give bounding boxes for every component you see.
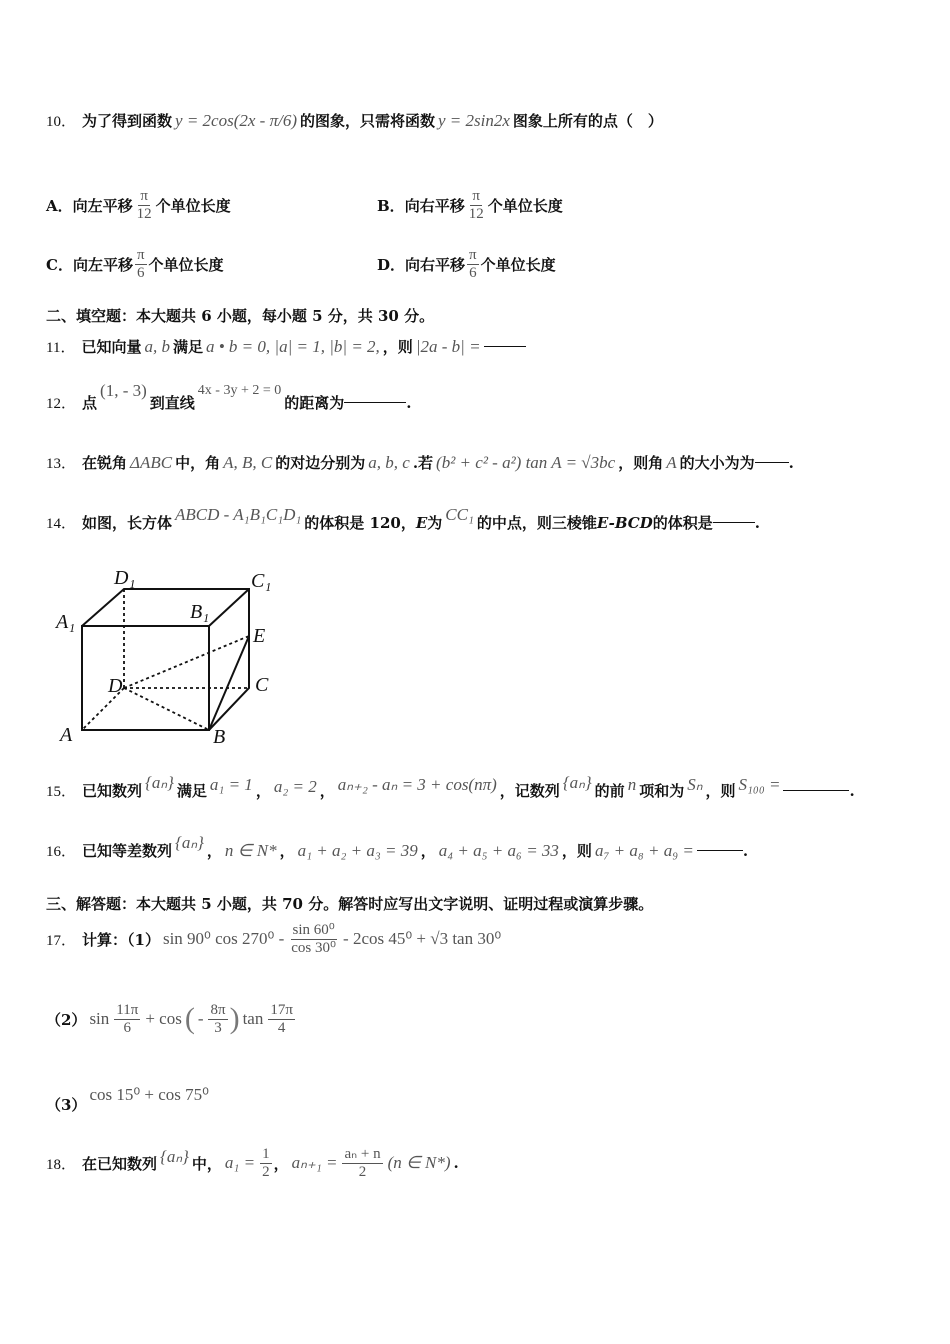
math-sequence: {aₙ} (562, 772, 592, 792)
math-condition: a₂ = 2 (273, 776, 317, 796)
math-condition: a • b = 0, |a| = 1, |b| = 2, (205, 336, 380, 356)
question-number: 11． (46, 340, 76, 356)
question-number: 17． (46, 932, 77, 949)
label-b: B (213, 726, 226, 748)
question-text: 为 (427, 514, 443, 532)
question-14 (46, 504, 760, 533)
numerator: 1 (262, 1146, 270, 1162)
question-13 (46, 452, 794, 473)
math-condition: a₁ = 1 (209, 774, 253, 794)
question-text: 为了得到函数 (82, 112, 173, 130)
math-expr: - 2cos 45⁰ + √3 tan 30⁰ (343, 929, 502, 948)
math-sequence: {aₙ} (160, 1147, 189, 1166)
option-c[interactable] (46, 247, 224, 281)
cuboid-figure (50, 560, 290, 750)
part-label: （3） (46, 1096, 87, 1114)
math-point: (1, - 3) (100, 380, 147, 400)
question-text: 的对边分别为 (275, 454, 366, 472)
question-text: 在锐角 (82, 454, 128, 472)
question-text: 中， (191, 1154, 222, 1173)
question-text: 的大小为为 (679, 454, 755, 472)
question-text: 图象上所有的点（ ） (512, 112, 663, 130)
hidden-segment-db (124, 688, 209, 730)
point-label: E (415, 513, 428, 532)
question-text: ，则角 (618, 454, 664, 472)
denominator: 2 (358, 1163, 367, 1180)
label-d: D (108, 675, 123, 697)
answer-blank[interactable] (344, 402, 406, 403)
answer-blank[interactable] (697, 850, 743, 851)
question-text: 的中点，则三棱锥 (476, 514, 597, 532)
question-text: ，记数列 (499, 782, 560, 800)
question-text: .若 (412, 454, 434, 472)
question-text: 已知向量 (81, 338, 142, 356)
math-expr: sin 90⁰ cos 270⁰ - (162, 929, 285, 948)
question-text: 计算：（1） (82, 930, 160, 949)
option-text: 向左平移 (72, 196, 133, 215)
question-text: ，则 (561, 842, 592, 860)
denominator: 12 (136, 205, 152, 222)
math-expr: (n ∈ N*) (387, 1153, 451, 1172)
option-text: 个单位长度 (148, 255, 224, 274)
question-number: 13． (46, 456, 77, 472)
answer-blank[interactable] (713, 522, 755, 523)
question-text: 在已知数列 (82, 1154, 158, 1173)
question-17-part-3 (46, 1084, 212, 1114)
question-text: 满足 (172, 338, 203, 356)
answer-blank[interactable] (484, 346, 526, 347)
fraction (114, 1002, 140, 1036)
math-expr: aₙ₊₁ = (291, 1153, 338, 1172)
option-label: B． (377, 196, 405, 215)
math-condition: aₙ₊₂ - aₙ = 3 + cos(nπ) (337, 774, 497, 794)
question-text: 的图象，只需将函数 (299, 112, 435, 130)
label-c1: C₁ (251, 570, 272, 592)
question-text: 的体积是 (652, 514, 713, 532)
question-text: 的前 (594, 782, 625, 800)
question-text: ，则 (382, 338, 413, 356)
denominator: 2 (262, 1163, 270, 1180)
punctuation: . (754, 513, 760, 532)
fraction (135, 247, 147, 281)
question-17 (46, 922, 504, 956)
option-label: D． (377, 255, 406, 274)
denominator: 6 (469, 264, 477, 281)
denominator: 6 (137, 264, 145, 281)
option-d[interactable] (377, 247, 556, 281)
question-number: 16． (46, 844, 77, 860)
math-vars: a, b (144, 336, 170, 356)
punctuation: . (742, 841, 749, 860)
question-17-part-2: （2） sin $\frac{11\pi}{6}$ + cos ( - $\frac{8\pi}{3}$ ) tan $\frac{17\pi}{4}$ (46, 1002, 293, 1036)
answer-blank[interactable] (755, 462, 789, 463)
edge-b1c1 (209, 589, 249, 626)
fraction (467, 247, 479, 281)
fraction (135, 188, 154, 222)
numerator: π (136, 247, 145, 263)
math-condition: a₄ + a₅ + a₆ = 33 (438, 840, 559, 860)
question-number: 15． (46, 784, 77, 800)
math-minus: - (197, 1009, 204, 1028)
numerator: π (472, 188, 480, 204)
option-text: 向右平移 (405, 255, 466, 274)
option-text: 个单位长度 (155, 196, 231, 215)
option-text: 个单位长度 (480, 255, 556, 274)
label-b1: B₁ (190, 601, 210, 623)
option-text: 向右平移 (404, 196, 465, 215)
numerator: aₙ + n (344, 1146, 381, 1162)
question-11 (46, 336, 526, 357)
math-function: y = 2sin2x (438, 110, 510, 130)
fraction (467, 188, 486, 222)
answer-blank[interactable] (783, 790, 849, 791)
fraction (208, 1002, 227, 1036)
math-n: n (627, 774, 637, 794)
numerator: π (469, 247, 477, 263)
question-number: 14． (46, 516, 77, 532)
label-c: C (255, 674, 269, 696)
back-top-edges (82, 589, 249, 730)
math-expr: |2a - b| = (415, 336, 481, 356)
fraction (289, 922, 338, 956)
option-text: 向左平移 (72, 255, 133, 274)
math-solid: ABCD - A₁B₁C₁D₁ (175, 504, 302, 524)
denominator: 4 (277, 1019, 286, 1036)
numerator: sin 60⁰ (292, 922, 335, 938)
question-text: 中，角 (175, 454, 221, 472)
numerator: 17π (270, 1002, 293, 1018)
option-a[interactable] (46, 188, 231, 222)
part-label: （2） (46, 1010, 87, 1029)
question-text: 已知等差数列 (82, 842, 173, 860)
question-text: ，则 (705, 782, 736, 800)
question-number: 18． (46, 1156, 77, 1173)
math-expr: sin (89, 1009, 110, 1028)
math-line: 4x - 3y + 2 = 0 (197, 382, 282, 398)
math-expr: tan (242, 1009, 264, 1028)
section-heading-solutions: 三、解答题：本大题共 5 小题，共 70 分。解答时应写出文字说明、证明过程或演算步骤。 (46, 895, 654, 913)
option-label: C． (46, 255, 73, 274)
math-expr: + cos (145, 1009, 182, 1028)
math-sequence: {aₙ} (175, 832, 204, 852)
math-expr: a₇ + a₈ + a₉ = (594, 840, 694, 860)
math-sum-100: S₁₀₀ = (738, 774, 781, 794)
math-tetrahedron: E-BCD (596, 513, 653, 532)
question-text: 如图，长方体 (82, 514, 173, 532)
punctuation: . (453, 1154, 459, 1172)
question-text: 的体积是 120， (304, 514, 416, 532)
question-text: 项和为 (639, 782, 685, 800)
numerator: π (140, 188, 148, 204)
question-12 (46, 380, 412, 413)
question-15: 15． 已知数列 {aₙ} 满足 a₁ = 1 ， a₂ = 2 ， aₙ₊₂ - aₙ = 3 + cos(nπ) ，记数列 {aₙ} 的前 n 项和为 Sₙ ，则 S₁₀₀ = . (46, 772, 855, 800)
math-angle: A (666, 452, 677, 472)
question-text: 点 (82, 394, 98, 412)
question-text: 的距离为 (284, 394, 345, 412)
punctuation: . (849, 781, 855, 800)
math-equation: (b² + c² - a²) tan A = √3bc (436, 452, 616, 472)
question-text: 到直线 (149, 394, 195, 412)
fraction (260, 1146, 272, 1180)
label-a: A (60, 724, 73, 746)
math-sum: Sₙ (687, 774, 703, 794)
question-10 (46, 110, 663, 131)
numerator: 8π (210, 1002, 226, 1018)
question-16: 16． 已知等差数列 {aₙ} ， n ∈ N* ， a₁ + a₂ + a₃ = 39 ， a₄ + a₅ + a₆ = 33 ，则 a₇ + a₈ + a₉ = . (46, 832, 749, 860)
front-face (82, 626, 209, 730)
denominator: 3 (214, 1019, 222, 1036)
label-d1: D₁ (114, 567, 136, 589)
math-function: y = 2cos(2x - π/6) (175, 110, 297, 130)
question-number: 12． (46, 396, 77, 412)
option-label: A． (46, 196, 73, 215)
math-condition: n ∈ N* (224, 840, 277, 860)
math-triangle: ΔABC (130, 452, 173, 472)
label-a1: A₁ (56, 611, 76, 633)
question-number: 10． (46, 114, 77, 130)
label-e: E (253, 625, 266, 647)
question-text: 已知数列 (82, 782, 143, 800)
option-text: 个单位长度 (487, 196, 563, 215)
denominator: 12 (468, 205, 484, 222)
math-edge: CC₁ (445, 504, 474, 524)
question-text: 满足 (176, 782, 207, 800)
question-18: 18． 在已知数列 {aₙ} 中， a₁ = $\frac{1}{2}$ ， aₙ₊₁ = $\frac{\text{aₙ + n}}{2}$ (n ∈ N*) . (46, 1146, 459, 1180)
section-heading-fill-in: 二、填空题：本大题共 6 小题，每小题 5 分，共 30 分。 (46, 307, 435, 325)
option-b[interactable] (377, 188, 563, 222)
denominator: 6 (123, 1019, 132, 1036)
punctuation: . (788, 453, 794, 472)
math-sides: a, b, c (368, 452, 410, 472)
math-expr: cos 15⁰ + cos 75⁰ (89, 1084, 209, 1104)
math-condition: a₁ + a₂ + a₃ = 39 (297, 840, 418, 860)
math-expr: a₁ = (224, 1153, 256, 1172)
numerator: 11π (116, 1002, 139, 1018)
fraction (268, 1002, 295, 1036)
punctuation: . (406, 393, 412, 412)
math-sequence: {aₙ} (145, 772, 174, 792)
math-angles: A, B, C (223, 452, 273, 472)
denominator: cos 30⁰ (291, 939, 337, 956)
fraction (342, 1146, 382, 1180)
